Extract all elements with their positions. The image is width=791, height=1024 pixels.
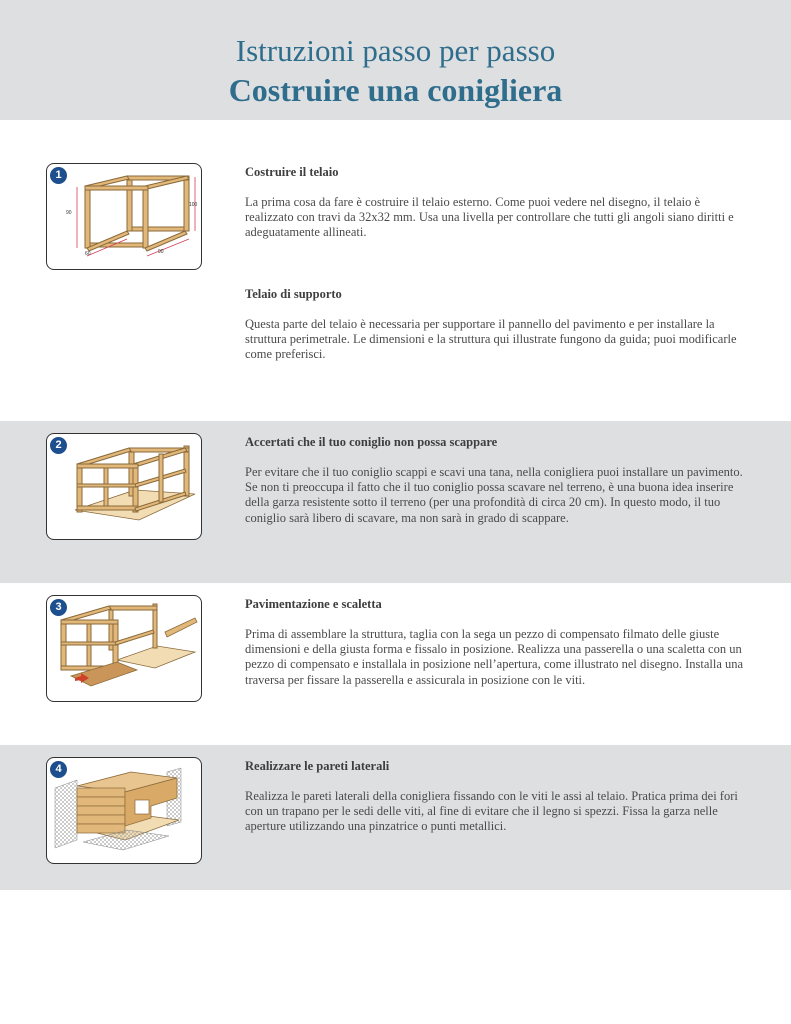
side-walls-drawing	[47, 758, 202, 864]
section-heading: Pavimentazione e scaletta	[245, 597, 382, 611]
section-text: Prima di assemblare la struttura, taglia con la sega un pezzo di compensato filmato delle giuste dimensioni e della giusta forma e fissalo in posizione. Realizza una passerella o una scaletta con un pezzo di compensato e installala in posizione nell’apertura, come illustrato nel disegno. Installa una traversa per fissare la passerella e assicurala in posizione con le viti.	[245, 627, 744, 687]
frame-with-floor-drawing	[47, 434, 202, 540]
section-text: Per evitare che il tuo coniglio scappi e scavi una tana, nella conigliera puoi installare un pavimento. Se non ti preoccupa il fatto che il tuo coniglio possa scavare nel terreno, è una buona idea inserire della garza resistente sotto il terreno (per una profondità di circa 20 cm). In questo modo, il tuo coniglio sarà libero di scavare, ma non sarà in grado di scappare.	[245, 465, 743, 525]
section-heading: Realizzare le pareti laterali	[245, 759, 390, 773]
page-title-line1: Istruzioni passo per passo	[235, 33, 556, 68]
section-heading: Accertati che il tuo coniglio non possa scappare	[245, 435, 498, 449]
step-number-badge: 4	[50, 761, 67, 778]
section-heading: Costruire il telaio	[245, 165, 339, 179]
step-1-illustration	[46, 163, 202, 270]
section-text: Realizza le pareti laterali della conigliera fissando con le viti le assi al telaio. Pratica prima dei fori con un trapano per le sedi delle viti, al fine di evitare che il legno si spezzi. Fissa la garza nelle aperture utilizzando una pinzatrice o punti metallici.	[245, 789, 738, 834]
section-text: La prima cosa da fare è costruire il telaio esterno. Come puoi vedere nel disegno, il telaio è realizzato con travi da 32x32 mm. Usa una livella per controllare che tutti gli angoli siano diritti e adeguatamente allineati.	[245, 195, 734, 240]
dim-height-left: 90	[66, 210, 72, 216]
page-header	[0, 0, 791, 120]
section-heading: Telaio di supporto	[245, 287, 342, 301]
step-number-badge: 1	[50, 167, 67, 184]
page-title-line2: Costruire una conigliera	[228, 72, 563, 108]
step-number-badge: 3	[50, 599, 67, 616]
dim-width: 90	[158, 249, 164, 255]
step-3-illustration	[46, 595, 202, 702]
step-2-illustration	[46, 433, 202, 540]
section-pareti-laterali	[245, 758, 745, 835]
section-pavimentazione	[245, 596, 745, 688]
dim-height-right: 100	[189, 202, 198, 208]
section-costruire-telaio	[245, 164, 745, 241]
step-number-badge: 2	[50, 437, 67, 454]
dim-depth: 60	[85, 251, 91, 257]
step-4-illustration	[46, 757, 202, 864]
floor-and-ramp-drawing	[47, 596, 202, 702]
section-coniglio-scappare	[245, 434, 745, 526]
section-telaio-supporto	[245, 286, 745, 363]
section-text: Questa parte del telaio è necessaria per supportare il pannello del pavimento e per installare la struttura perimetrale. Le dimensioni e la struttura qui illustrate fungono da guida; puoi modificarle come preferisci.	[245, 317, 737, 362]
frame-drawing	[47, 164, 202, 270]
